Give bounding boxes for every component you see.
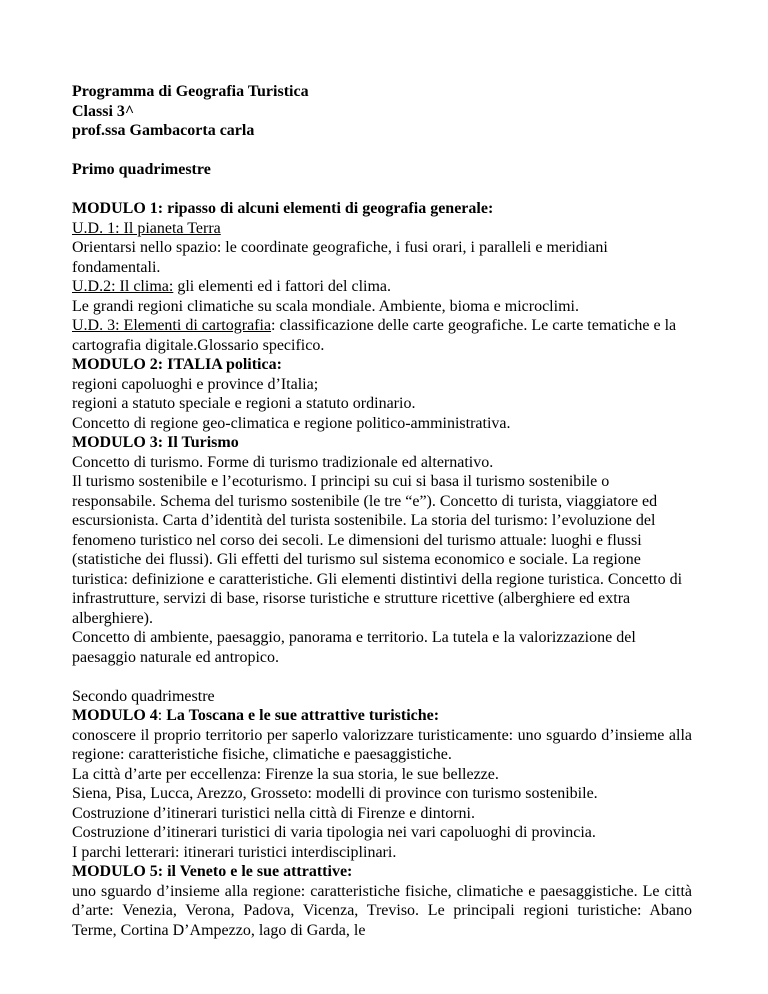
module-4-line: La città d’arte per eccellenza: Firenze la sua storia, le sue bellezze. xyxy=(72,765,499,783)
first-term-heading: Primo quadrimestre xyxy=(72,161,211,178)
module-3-line: Concetto di turismo. Forme di turismo tradizionale ed alternativo. xyxy=(72,453,494,471)
ud2-text: gli elementi ed i fattori del clima. xyxy=(173,278,392,295)
ud3-title: U.D. 3: Elementi di cartografia xyxy=(72,317,272,334)
ud3-line xyxy=(72,316,692,355)
ud2-title: U.D.2: Il clima: xyxy=(72,278,174,295)
module-3-paragraph: Il turismo sostenibile e l’ecoturismo. I principi su cui si basa il turismo sostenibile o responsabile. Schema del turismo sostenibile (le tre “e”). Concetto di turista, viaggiatore ed escursionista. Carta d’identità del turista sostenibile. La storia del turismo: l’evoluzione del fenomeno turistico nel corso dei secoli. Le dimensioni del turismo attuale: luoghi e flussi (statistiche dei flussi). Gli effetti del turismo sul sistema economico e sociale. La regione turistica: definizione e caratteristiche. Gli elementi distintivi della regione turistica. Concetto di infrastrutture, servizi di base, risorse turistiche e strutture ricettive (alberghiere ed extra alberghiere). xyxy=(72,473,683,627)
module-4-line: Siena, Pisa, Lucca, Arezzo, Grosseto: modelli di province con turismo sostenibile. xyxy=(72,785,598,802)
module-5-heading: MODULO 5: il Veneto e le sue attrattive: xyxy=(72,863,353,880)
class-label: Classi 3^ xyxy=(72,102,135,120)
module-5-paragraph: uno sguardo d’insieme alla regione: caratteristiche fisiche, climatiche e paesaggistiche. Le città d’arte: Venezia, Verona, Padova, Vicenza, Treviso. Le principali regioni turistiche: Abano Terme, Cortina D’Ampezzo, lago di Garda, le xyxy=(72,882,692,939)
ud1-text: Orientarsi nello spazio: le coordinate geografiche, i fusi orari, i paralleli e meridiani fondamentali. xyxy=(72,239,608,276)
module-4-paragraph: conoscere il proprio territorio per saperlo valorizzare turisticamente: uno sguardo d’insieme alla regione: caratteristiche fisiche, climatiche e paesaggistiche. xyxy=(72,726,692,763)
module-2-line: regioni capoluoghi e province d’Italia; xyxy=(72,375,319,393)
module-2-line: Concetto di regione geo-climatica e regione politico-amministrativa. xyxy=(72,414,511,432)
module-1-heading: MODULO 1: ripasso di alcuni elementi di geografia generale: xyxy=(72,200,494,217)
module-2-line: regioni a statuto speciale e regioni a statuto ordinario. xyxy=(72,395,416,412)
module-4-title: La Toscana e le sue attrattive turistiche: xyxy=(166,707,440,724)
teacher-name: prof.ssa Gambacorta carla xyxy=(72,122,255,139)
ud2-line xyxy=(72,277,692,297)
module-4-line: Costruzione d’itinerari turistici nella città di Firenze e dintorni. xyxy=(72,804,475,822)
second-term-heading: Secondo quadrimestre xyxy=(72,687,215,705)
module-4-line: Costruzione d’itinerari turistici di varia tipologia nei vari capoluoghi di provincia. xyxy=(72,824,596,841)
ud1-title: U.D. 1: Il pianeta Terra xyxy=(72,219,221,237)
ud3-text: : classificazione delle carte geografiche. Le carte tematiche e la cartografia digitale.Glossario specifico. xyxy=(72,317,677,354)
module-4-heading xyxy=(72,706,692,726)
document-page xyxy=(72,82,692,940)
module-4-line: I parchi letterari: itinerari turistici interdisciplinari. xyxy=(72,843,397,861)
module-3-heading: MODULO 3: Il Turismo xyxy=(72,434,239,451)
module-4-colon: : xyxy=(157,707,167,724)
document-title: Programma di Geografia Turistica xyxy=(72,83,309,100)
module-4-label: MODULO 4 xyxy=(72,707,158,724)
ud2-line2: Le grandi regioni climatiche su scala mondiale. Ambiente, bioma e microclimi. xyxy=(72,297,579,315)
module-3-paragraph: Concetto di ambiente, paesaggio, panorama e territorio. La tutela e la valorizzazione del paesaggio naturale ed antropico. xyxy=(72,629,636,666)
module-2-heading: MODULO 2: ITALIA politica: xyxy=(72,356,282,373)
